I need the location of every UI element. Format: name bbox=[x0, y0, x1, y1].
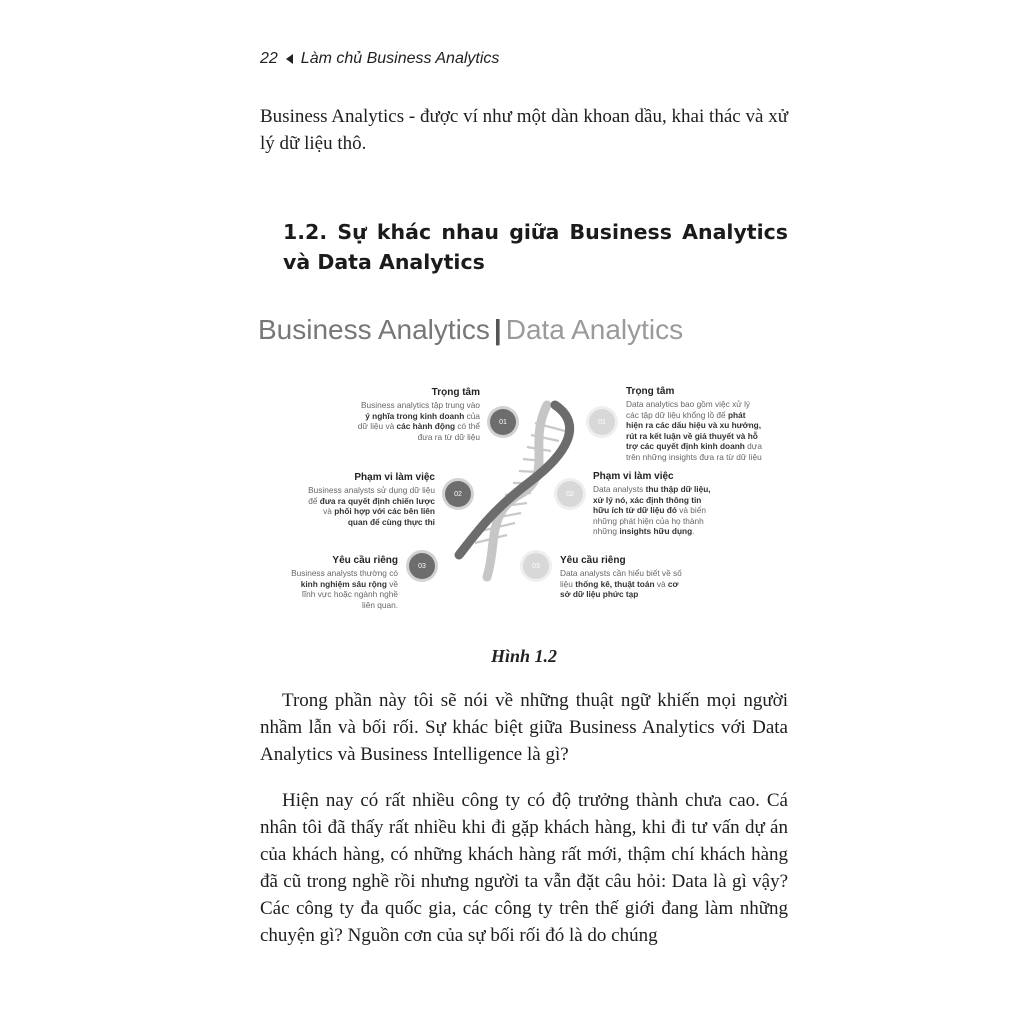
data-text-3 bbox=[560, 568, 735, 600]
data-number-2: 02 bbox=[557, 481, 583, 507]
figure-text-line: dữ liệu và các hành động có thể bbox=[357, 421, 480, 432]
figure-text-line: Business analysts sử dụng dữ liệu bbox=[308, 485, 435, 495]
intro-paragraph: Business Analytics - được ví như một dàn khoan dầu, khai thác và xử lý dữ liệu thô. bbox=[260, 106, 788, 154]
figure-text-line: ý nghĩa trong kinh doanh của bbox=[365, 410, 480, 421]
figure-title-separator: | bbox=[493, 314, 502, 345]
data-text-1 bbox=[626, 399, 796, 463]
figure-text-line: lĩnh vực hoặc ngành nghề bbox=[302, 589, 398, 600]
figure-title bbox=[258, 314, 683, 346]
figure-text-line: Data analysts cần hiểu biết về số bbox=[560, 568, 682, 578]
data-number-3: 03 bbox=[523, 553, 549, 579]
business-block-3 bbox=[218, 554, 398, 610]
figure-text-line: trên những insights đưa ra từ dữ liệu bbox=[626, 451, 762, 462]
figure-title-business: Business Analytics bbox=[258, 314, 490, 345]
section-title: 1.2. Sự khác nhau giữa Business Analytics và Data Analytics bbox=[283, 220, 788, 274]
business-block-1 bbox=[300, 386, 480, 442]
body-paragraph-2: Hiện nay có rất nhiều công ty có độ trưởng thành chưa cao. Cá nhân tôi đã thấy rất nhiều khi đi gặp khách hàng, khi đi tư vấn dự án của khách hàng, có những khách hàng rất mới, thậm chí khách hàng đã cũ trong nghề rồi nhưng người ta vẫn đặt câu hỏi: Data là gì vậy? Các công ty đa quốc gia, các công ty trên thế giới đang làm những chuyện gì? Nguồn cơn của sự bối rối đó là do chúng bbox=[260, 790, 788, 946]
business-heading-1: Trọng tâm bbox=[431, 387, 480, 398]
business-heading-3: Yêu cầu riêng bbox=[332, 555, 398, 566]
data-heading-1: Trọng tâm bbox=[626, 386, 675, 397]
body-paragraph-1: Trong phần này tôi sẽ nói về những thuật ngữ khiến mọi người nhầm lẫn và bối rối. Sự khác biệt giữa Business Analytics với Data Analytics và Business Intelligence là gì? bbox=[260, 690, 788, 765]
figure-text-line: những phát hiện của họ thành bbox=[593, 515, 704, 526]
figure-text-line: Data analysts thu thập dữ liệu, bbox=[593, 484, 711, 494]
data-heading-3: Yêu cầu riêng bbox=[560, 555, 626, 566]
business-number-1: 01 bbox=[490, 409, 516, 435]
business-text-2 bbox=[255, 485, 435, 527]
figure-text-line: Business analysts thường có bbox=[291, 568, 398, 578]
figure-text-line: liệu thống kê, thuật toán và cơ bbox=[560, 578, 679, 589]
figure-text-line: và phối hợp với các bên liên bbox=[323, 506, 435, 517]
running-header bbox=[260, 50, 499, 68]
data-block-1 bbox=[626, 385, 796, 463]
figure-text-line: kinh nghiệm sâu rộng về bbox=[300, 578, 398, 589]
business-text-1 bbox=[300, 400, 480, 442]
figure-text-line: rút ra kết luận về giả thuyết và hỗ bbox=[626, 430, 758, 441]
figure-text-line: liên quan. bbox=[362, 599, 398, 610]
figure-text-line: xử lý nó, xác định thông tin bbox=[593, 494, 702, 505]
figure-text-line: Business analytics tập trung vào bbox=[361, 400, 480, 410]
figure-text-line: hiện ra các dấu hiệu và xu hướng, bbox=[626, 420, 762, 431]
figure-caption: Hình 1.2 bbox=[490, 646, 558, 666]
page-number: 22 bbox=[260, 50, 278, 67]
data-heading-2: Phạm vi làm việc bbox=[593, 471, 674, 482]
figure-text-line: trợ các quyết định kinh doanh dựa bbox=[626, 441, 762, 452]
data-block-3 bbox=[560, 554, 735, 600]
book-title: Làm chủ Business Analytics bbox=[300, 50, 500, 67]
figure-text-line: quan để cùng thực thi bbox=[347, 516, 435, 527]
figure-text-line: những insights hữu dụng. bbox=[593, 526, 695, 537]
figure-text-line: để đưa ra quyết định chiến lược bbox=[308, 495, 435, 506]
business-block-2 bbox=[255, 471, 435, 527]
triangle-left-icon bbox=[286, 54, 293, 64]
figure-text-line: hữu ích từ dữ liệu đó và biến bbox=[593, 505, 706, 516]
business-number-2: 02 bbox=[445, 481, 471, 507]
figure-title-data: Data Analytics bbox=[505, 314, 684, 345]
figure-text-line: Data analytics bao gồm việc xử lý bbox=[626, 399, 751, 409]
data-block-2 bbox=[593, 470, 768, 537]
figure-text-line: sở dữ liệu phức tạp bbox=[560, 589, 639, 600]
business-number-3: 03 bbox=[409, 553, 435, 579]
business-heading-2: Phạm vi làm việc bbox=[354, 472, 435, 483]
figure-text-line: các tập dữ liệu khổng lồ để phát bbox=[626, 409, 746, 420]
data-number-1: 01 bbox=[589, 409, 615, 435]
data-text-2 bbox=[593, 484, 768, 537]
figure-text-line: đưa ra từ dữ liệu bbox=[417, 431, 480, 442]
business-text-3 bbox=[218, 568, 398, 610]
